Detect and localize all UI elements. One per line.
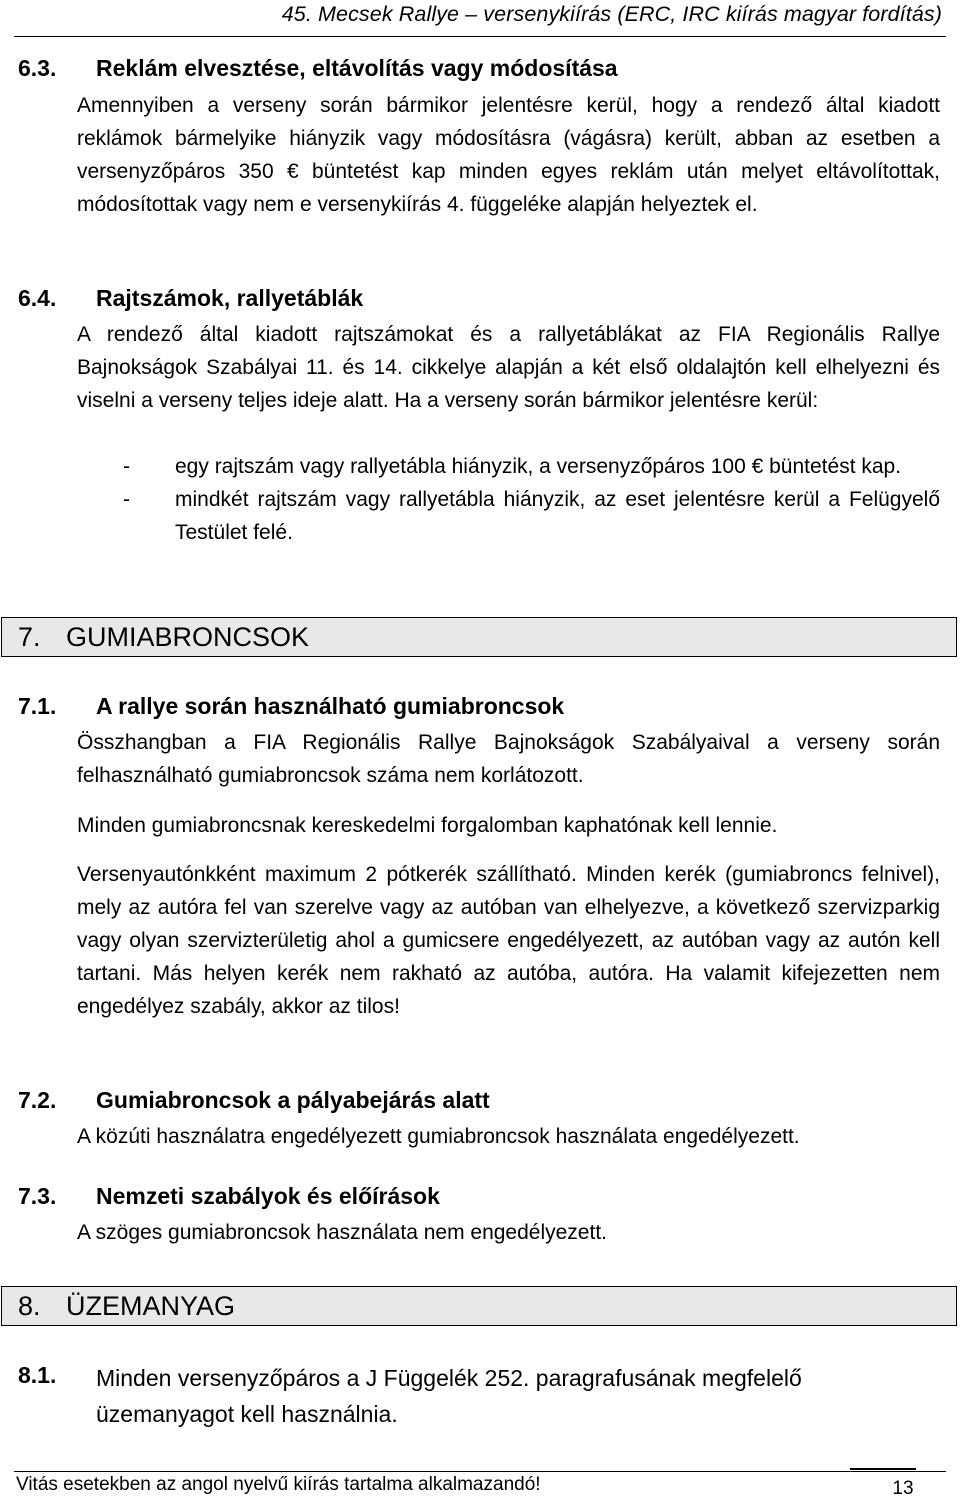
section-6-3-body: [77, 89, 940, 221]
chapter-number: 8.: [18, 1291, 41, 1321]
penalty-list: [77, 450, 940, 549]
section-8-1-body: [96, 1360, 940, 1432]
section-number: 8.1.: [18, 1362, 57, 1388]
footer-note: Vitás esetekben az angol nyelvű kiírás tartalma alkalmazandó!: [16, 1474, 541, 1495]
section-title: A rallye során használható gumiabroncsok: [96, 693, 565, 719]
page-number: 13: [892, 1478, 914, 1499]
footer-divider: [14, 1471, 946, 1472]
chapter-8-heading: [1, 1286, 957, 1326]
section-title: Reklám elvesztése, eltávolítás vagy módosítása: [96, 55, 618, 81]
section-title: Rajtszámok, rallyetáblák: [96, 285, 364, 311]
section-6-4-body: [77, 318, 940, 417]
paragraph: Összhangban a FIA Regionális Rallye Bajnokságok Szabályaival a verseny során felhasználható gumiabroncsok száma nem korlátozott.: [77, 731, 940, 787]
section-7-2-heading: [18, 1087, 490, 1114]
chapter-number: 7.: [18, 622, 41, 652]
section-7-1-p2: [77, 809, 940, 842]
list-dash: -: [123, 455, 130, 478]
paragraph: A rendező által kiadott rajtszámokat és a rallyetáblákat az FIA Regionális Rallye Bajnokságok Szabályai 11. és 14. cikkelye alapján a két első oldalajtón kell elhelyezni és viselni a verseny teljes ideje alatt. Ha a verseny során bármikor jelentésre kerül:: [77, 323, 940, 412]
section-title: Gumiabroncsok a pályabejárás alatt: [96, 1087, 490, 1113]
section-number: 7.3.: [18, 1183, 57, 1209]
paragraph: Amennyiben a verseny során bármikor jelentésre kerül, hogy a rendező által kiadott reklámok bármelyike hiányzik vagy módosításra (vágásra) került, abban az esetben a versenyzőpáros 350 € büntetést kap minden egyes reklám után melyet eltávolítottak, módosítottak vagy nem e versenykiírás 4. függeléke alapján helyeztek el.: [77, 94, 940, 216]
section-number: 6.3.: [18, 55, 57, 81]
paragraph: A közúti használatra engedélyezett gumiabroncsok használata engedélyezett.: [77, 1125, 800, 1148]
paragraph: Minden versenyzőpáros a J Függelék 252. paragrafusának megfelelő üzemanyagot kell használnia.: [96, 1365, 802, 1427]
section-8-1-number: [18, 1362, 96, 1389]
chapter-7-heading: [1, 617, 957, 657]
list-item: [77, 483, 940, 549]
section-7-1-p3: [77, 858, 940, 1023]
paragraph: A szöges gumiabroncsok használata nem engedélyezett.: [77, 1221, 607, 1244]
page-number-marker: [850, 1468, 916, 1470]
chapter-title: GUMIABRONCSOK: [66, 622, 310, 652]
list-item-text: mindkét rajtszám vagy rallyetábla hiányzik, az eset jelentésre kerül a Felügyelő Testület felé.: [175, 488, 940, 544]
section-7-3-heading: [18, 1183, 440, 1210]
list-item-text: egy rajtszám vagy rallyetábla hiányzik, a versenyzőpáros 100 € büntetést kap.: [175, 455, 902, 478]
section-7-3-body: [77, 1216, 940, 1249]
header-divider: [14, 36, 946, 37]
section-7-1-heading: [18, 693, 564, 720]
paragraph: Versenyautónkként maximum 2 pótkerék szállítható. Minden kerék (gumiabroncs felnivel), mely az autóra fel van szerelve vagy az autóban van elhelyezve, a következő szervizparkig vagy olyan szervizterületig ahol a gumicsere engedélyezett, az autóban vagy az autón kell tartani. Más helyen kerék nem rakható az autóba, autóra. Ha valamit kifejezetten nem engedélyez szabály, akkor az tilos!: [77, 863, 940, 1018]
section-6-3-heading: [18, 55, 618, 82]
section-7-1-p1: [77, 726, 940, 792]
section-number: 7.2.: [18, 1087, 57, 1113]
chapter-title: ÜZEMANYAG: [66, 1291, 236, 1321]
list-item: [77, 450, 940, 483]
section-number: 7.1.: [18, 693, 57, 719]
page-header-title: 45. Mecsek Rallye – versenykiírás (ERC, IRC kiírás magyar fordítás): [281, 2, 942, 26]
section-title: Nemzeti szabályok és előírások: [96, 1183, 440, 1209]
section-7-2-body: [77, 1120, 940, 1153]
list-dash: -: [123, 488, 130, 511]
section-number: 6.4.: [18, 285, 57, 311]
paragraph: Minden gumiabroncsnak kereskedelmi forgalomban kaphatónak kell lennie.: [77, 814, 778, 837]
section-6-4-heading: [18, 285, 363, 312]
